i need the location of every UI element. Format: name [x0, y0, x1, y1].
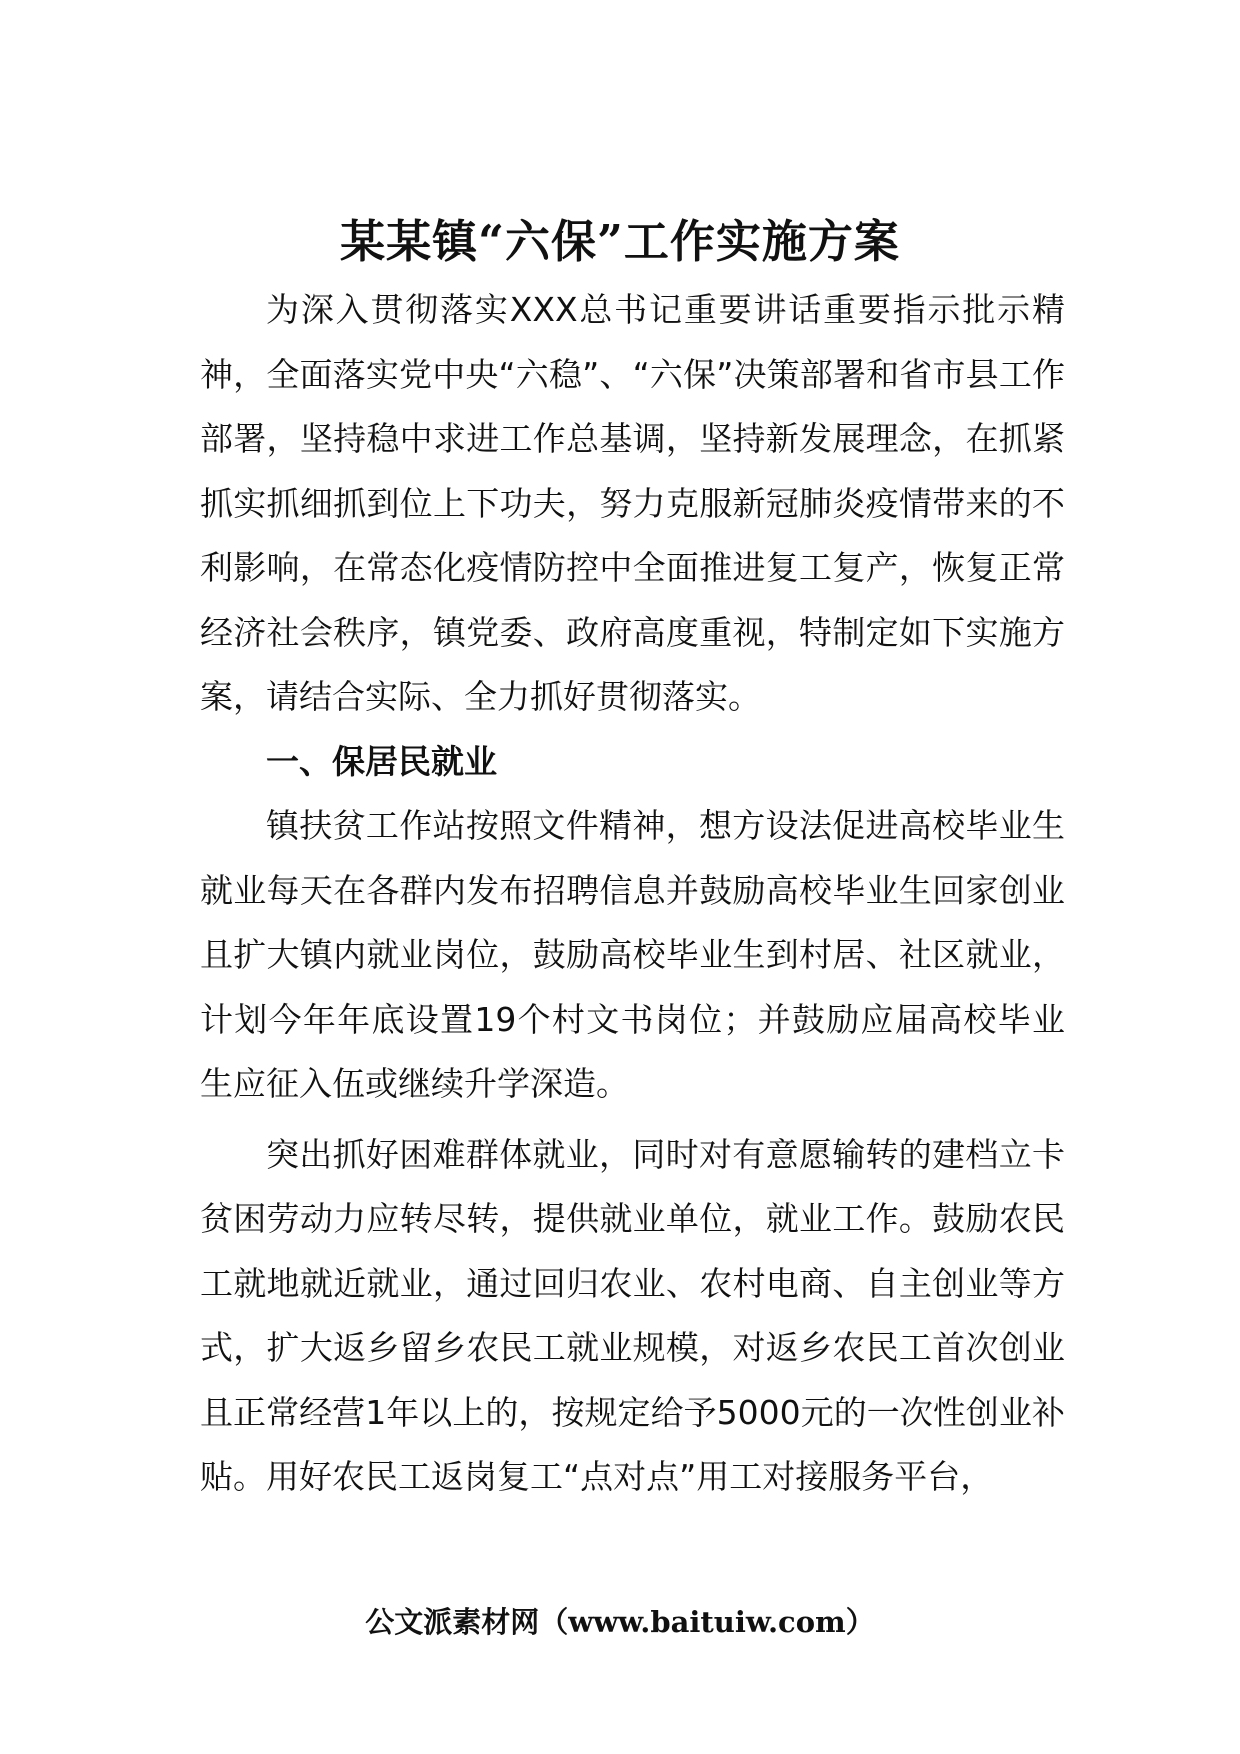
body-paragraph: 镇扶贫工作站按照文件精神，想方设法促进高校毕业生就业每天在各群内发布招聘信息并鼓励高校毕业生回家创业且扩大镇内就业岗位，鼓励高校毕业生到村居、社区就业，计划今年年底设置19个村文书岗位；并鼓励应届高校毕业生应征入伍或继续升学深造。 [200, 806, 1065, 1103]
section-heading: 一、保居民就业 [266, 741, 497, 781]
document-title: 某某镇“六保”工作实施方案 [340, 215, 900, 268]
page-footer: 公文派素材网（www.baituiw.com） [365, 1605, 875, 1639]
document-body [200, 278, 1065, 1510]
intro-paragraph: 为深入贯彻落实XXX总书记重要讲话重要指示批示精神，全面落实党中央“六稳”、“六保”决策部署和省市县工作部署，坚持稳中求进工作总基调，坚持新发展理念，在抓紧抓实抓细抓到位上下功夫，努力克服新冠肺炎疫情带来的不利影响，在常态化疫情防控中全面推进复工复产，恢复正常经济社会秩序，镇党委、政府高度重视，特制定如下实施方案，请结合实际、全力抓好贯彻落实。 [200, 290, 1065, 716]
body-paragraph: 突出抓好困难群体就业，同时对有意愿输转的建档立卡贫困劳动力应转尽转，提供就业单位，就业工作。鼓励农民工就地就近就业，通过回归农业、农村电商、自主创业等方式，扩大返乡留乡农民工就业规模，对返乡农民工首次创业且正常经营1年以上的，按规定给予5000元的一次性创业补贴。用好农民工返岗复工“点对点”用工对接服务平台， [200, 1134, 1065, 1496]
